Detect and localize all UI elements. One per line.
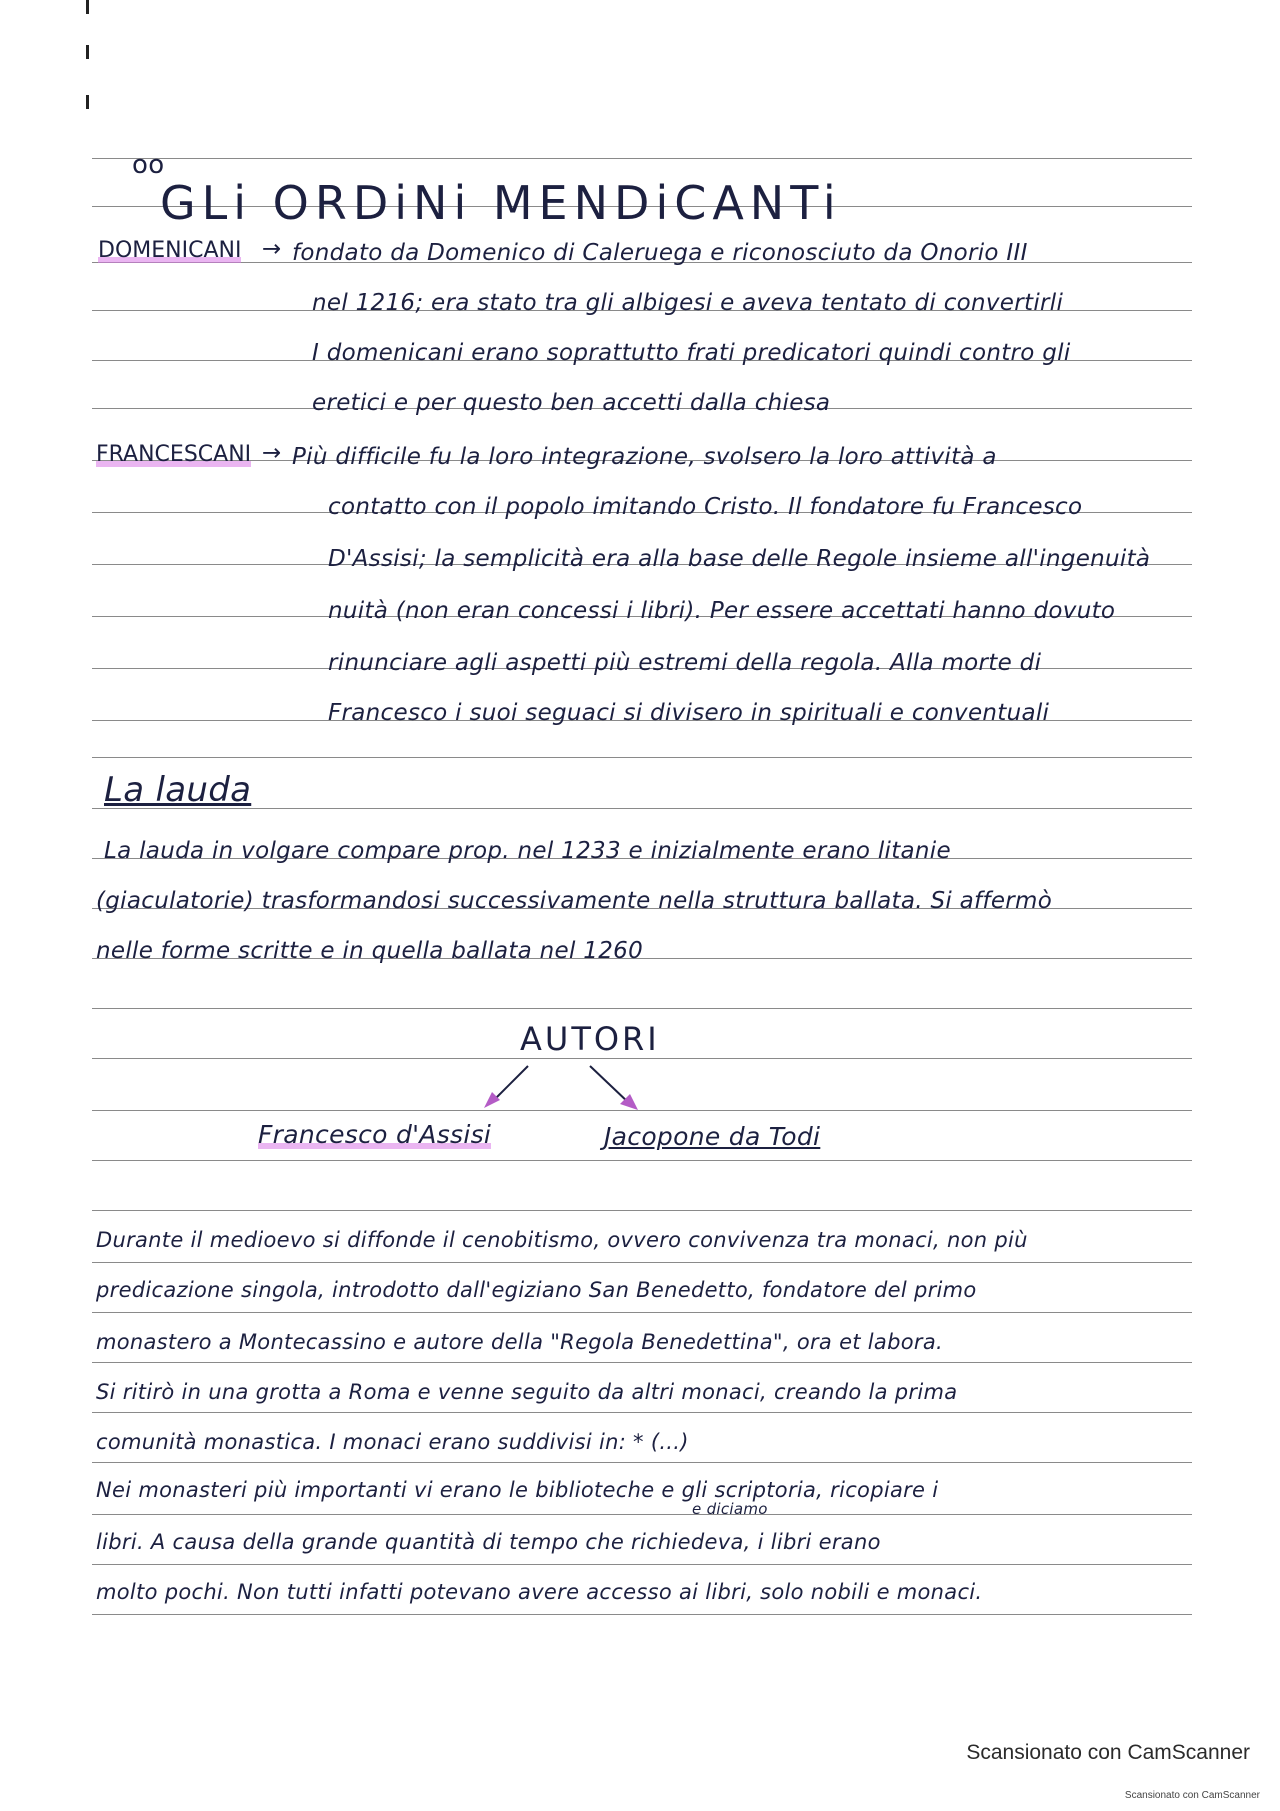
ruled-line <box>92 808 1192 809</box>
francescani-line: nuità (non eran concessi i libri). Per essere accettati hanno dovuto <box>328 598 1116 624</box>
francescani-label: FRANCESCANI <box>96 442 252 467</box>
medioevo-line: Durante il medioevo si diffonde il cenobitismo, ovvero convivenza tra monaci, non più <box>96 1228 1028 1252</box>
margin-tick <box>86 45 89 59</box>
francescani-line: Più difficile fu la loro integrazione, svolsero la loro attività a <box>292 444 997 470</box>
medioevo-line: monastero a Montecassino e autore della "Regola Benedettina", ora et labora. <box>96 1330 943 1354</box>
autori-heading: AUTORI <box>520 1020 660 1058</box>
ruled-line <box>92 1614 1192 1615</box>
monasteri-line: libri. A causa della grande quantità di tempo che richiedeva, i libri erano <box>96 1530 881 1554</box>
branch-arrows <box>480 1060 650 1115</box>
lauda-line: (giaculatorie) trasformandosi successivamente nella struttura ballata. Si affermò <box>96 888 1053 914</box>
lauda-line: nelle forme scritte e in quella ballata nel 1260 <box>96 938 644 964</box>
right-arrow-icon <box>590 1066 638 1110</box>
francescani-line: D'Assisi; la semplicità era alla base delle Regole insieme all'ingenuità <box>328 546 1151 572</box>
ruled-line <box>92 1210 1192 1211</box>
ruled-line <box>92 1462 1192 1463</box>
domenicani-line: fondato da Domenico di Caleruega e riconosciuto da Onorio III <box>292 240 1028 266</box>
lauda-heading: La lauda <box>104 770 252 810</box>
monasteri-line: molto pochi. Non tutti infatti potevano avere accesso ai libri, solo nobili e monaci. <box>96 1580 983 1604</box>
ruled-line <box>92 757 1192 758</box>
ruled-line <box>92 1362 1192 1363</box>
domenicani-line: nel 1216; era stato tra gli albigesi e aveva tentato di convertirli <box>312 290 1064 316</box>
lauda-line: La lauda in volgare compare prop. nel 1233 e inizialmente erano litanie <box>104 838 951 864</box>
margin-tick <box>86 0 89 14</box>
ruled-line <box>92 1412 1192 1413</box>
medioevo-line: Si ritirò in una grotta a Roma e venne seguito da altri monaci, creando la prima <box>96 1380 958 1404</box>
ruled-line <box>92 1160 1192 1161</box>
title-mark: oo <box>132 150 165 180</box>
author-jacopone: Jacopone da Todi <box>604 1122 821 1151</box>
domenicani-label: DOMENICANI <box>98 238 242 263</box>
francescani-arrow: → <box>262 440 282 466</box>
ruled-line <box>92 1058 1192 1059</box>
margin-tick <box>86 95 89 109</box>
ruled-line <box>92 1514 1192 1515</box>
medioevo-line: comunità monastica. I monaci erano suddivisi in: * (...) <box>96 1430 689 1454</box>
domenicani-arrow: → <box>262 236 282 262</box>
author-francesco: Francesco d'Assisi <box>258 1120 492 1149</box>
francescani-line: Francesco i suoi seguaci si divisero in spirituali e conventuali <box>328 700 1050 726</box>
camscanner-watermark-small: Scansionato con CamScanner <box>1124 1790 1260 1801</box>
domenicani-line: I domenicani erano soprattutto frati predicatori quindi contro gli <box>312 340 1071 366</box>
francescani-line: contatto con il popolo imitando Cristo. Il fondatore fu Francesco <box>328 494 1083 520</box>
ruled-line <box>92 158 1192 159</box>
camscanner-watermark: Scansionato con CamScanner <box>966 1741 1250 1764</box>
page-title: GLi ORDiNi MENDiCANTi <box>160 176 842 230</box>
medioevo-line: predicazione singola, introdotto dall'egiziano San Benedetto, fondatore del primo <box>96 1278 977 1302</box>
insert-note: e diciamo <box>692 1500 768 1518</box>
domenicani-line: eretici e per questo ben accetti dalla chiesa <box>312 390 831 416</box>
ruled-line <box>92 1312 1192 1313</box>
ruled-line <box>92 1262 1192 1263</box>
ruled-line <box>92 1564 1192 1565</box>
monasteri-line: Nei monasteri più importanti vi erano le biblioteche e gli scriptoria, ricopiare i <box>96 1478 939 1502</box>
left-arrow-icon <box>484 1066 528 1108</box>
ruled-line <box>92 1008 1192 1009</box>
francescani-line: rinunciare agli aspetti più estremi della regola. Alla morte di <box>328 650 1042 676</box>
